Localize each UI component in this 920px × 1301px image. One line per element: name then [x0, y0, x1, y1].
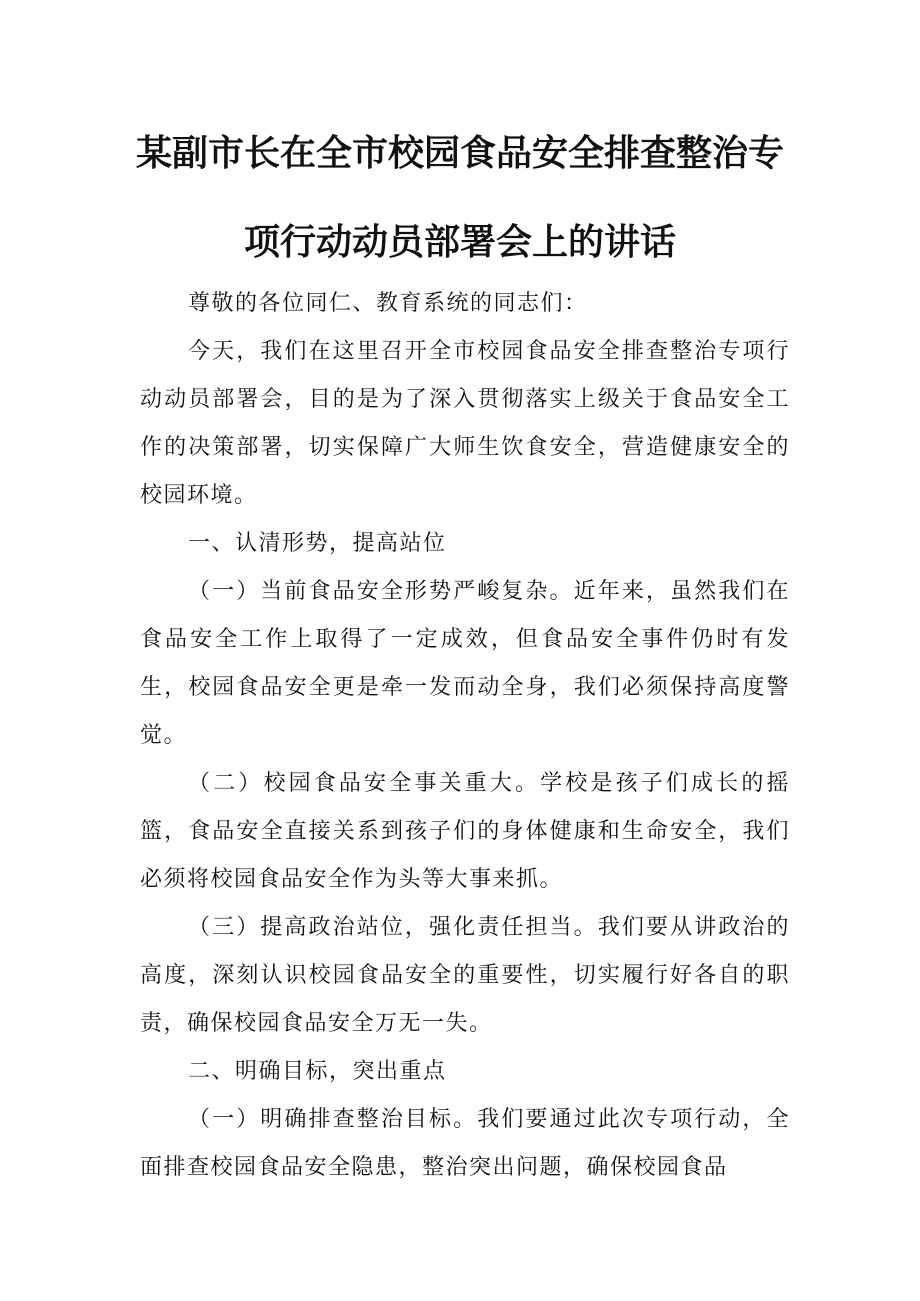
section-heading-2: 二、明确目标，突出重点 [188, 1059, 447, 1084]
section-heading-1: 一、认清形势，提高站位 [188, 531, 447, 556]
document-title-line-1: 某副市长在全市校园食品安全排查整治专 [135, 133, 784, 174]
document-title-line-2: 项行动动员部署会上的讲话 [243, 222, 676, 263]
paragraph-opening: 今天，我们在这里召开全市校园食品安全排查整治专项行动动员部署会，目的是为了深入贯彻落实上级关于食品安全工作的决策部署，切实保障广大师生饮食安全，营造健康安全的校园环境。 [140, 339, 790, 508]
paragraph-1-2: （二）校园食品安全事关重大。学校是孩子们成长的摇篮，食品安全直接关系到孩子们的身体健康和生命安全，我们必须将校园食品安全作为头等大事来抓。 [140, 771, 790, 892]
document-body [140, 280, 790, 1192]
paragraph-1-3: （三）提高政治站位，强化责任担当。我们要从讲政治的高度，深刻认识校园食品安全的重要性，切实履行好各自的职责，确保校园食品安全万无一失。 [140, 915, 790, 1036]
paragraph-1-1: （一）当前食品安全形势严峻复杂。近年来，虽然我们在食品安全工作上取得了一定成效，但食品安全事件仍时有发生，校园食品安全更是牵一发而动全身，我们必须保持高度警觉。 [140, 579, 790, 748]
paragraph-2-1: （一）明确排查整治目标。我们要通过此次专项行动，全面排查校园食品安全隐患，整治突出问题，确保校园食品 [140, 1107, 790, 1180]
salutation: 尊敬的各位同仁、教育系统的同志们： [188, 291, 588, 316]
